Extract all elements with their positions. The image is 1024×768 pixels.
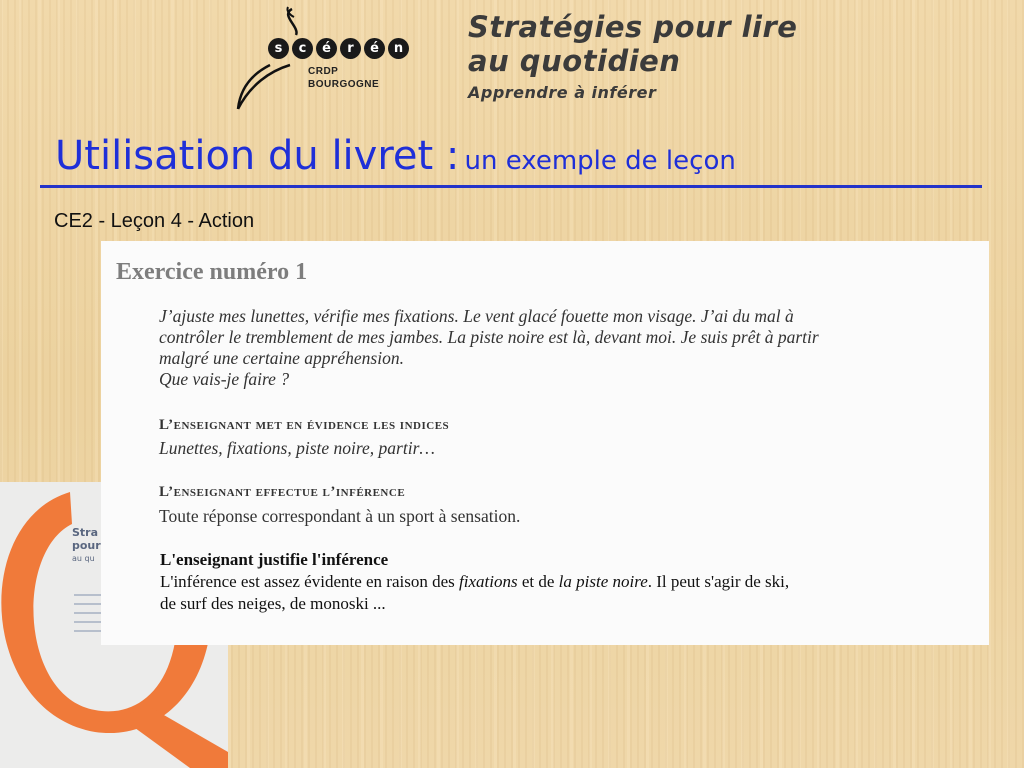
cover-line: au qu — [72, 554, 95, 563]
logo-org — [308, 65, 379, 91]
justification-emphasis: la piste noire — [558, 572, 648, 591]
book-subtitle: Apprendre à inférer — [468, 83, 657, 102]
logo-org-line2: BOURGOGNE — [308, 79, 380, 90]
justification-line1 — [160, 571, 980, 593]
logo-swoosh-icon — [230, 5, 350, 113]
book-title — [468, 10, 797, 104]
logo-letter: é — [364, 38, 385, 59]
cover-line: Stra — [72, 526, 99, 539]
logo-letter: c — [292, 38, 313, 59]
justification-text: et de — [517, 572, 559, 591]
exercise-text-line: J’ajuste mes lunettes, vérifie mes fixations. Le vent glacé fouette mon visage. J’ai du mal à — [159, 306, 794, 326]
justification-emphasis: fixations — [459, 572, 518, 591]
exercise-text-line: Que vais-je faire ? — [159, 369, 290, 389]
section-body-indices: Lunettes, fixations, piste noire, partir… — [159, 438, 435, 458]
slide-title-main: Utilisation du livret : — [55, 133, 460, 179]
slide-title-sub: un exemple de leçon — [464, 146, 736, 176]
exercise-text — [159, 306, 974, 390]
cover-line: pour — [72, 539, 101, 552]
exercise-text-line: contrôler le tremblement de mes jambes. La piste noire est là, devant moi. Je suis prêt à partir — [159, 327, 819, 347]
section-body-inference: Toute réponse correspondant à un sport à sensation. — [159, 506, 521, 526]
justification-block — [160, 549, 980, 615]
exercise-text-line: malgré une certaine appréhension. — [159, 348, 404, 368]
book-title-line1: Stratégies pour lire — [468, 10, 798, 44]
logo-letter: é — [316, 38, 337, 59]
exercise-panel — [101, 241, 989, 645]
sceren-logo — [230, 5, 440, 110]
cover-title — [72, 526, 101, 565]
slide-title — [55, 133, 736, 179]
logo-letter: r — [340, 38, 361, 59]
justification-heading: L'enseignant justifie l'inférence — [160, 550, 389, 569]
logo-letter: n — [388, 38, 409, 59]
exercise-heading: Exercice numéro 1 — [116, 259, 308, 285]
book-title-line2: au quotidien — [468, 44, 681, 78]
logo-org-line1: CRDP — [308, 66, 339, 77]
title-underline — [40, 185, 982, 188]
logo-letters — [268, 38, 409, 59]
section-heading-indices: L’enseignant met en évidence les indices — [159, 417, 450, 433]
justification-line2: de surf des neiges, de monoski ... — [160, 594, 386, 613]
justification-text: . Il peut s'agir de ski, — [647, 572, 790, 591]
lesson-label: CE2 - Leçon 4 - Action — [54, 210, 255, 232]
justification-text: L'inférence est assez évidente en raison des — [160, 572, 460, 591]
logo-letter: s — [268, 38, 289, 59]
section-heading-inference: L’enseignant effectue l’inférence — [159, 484, 406, 500]
